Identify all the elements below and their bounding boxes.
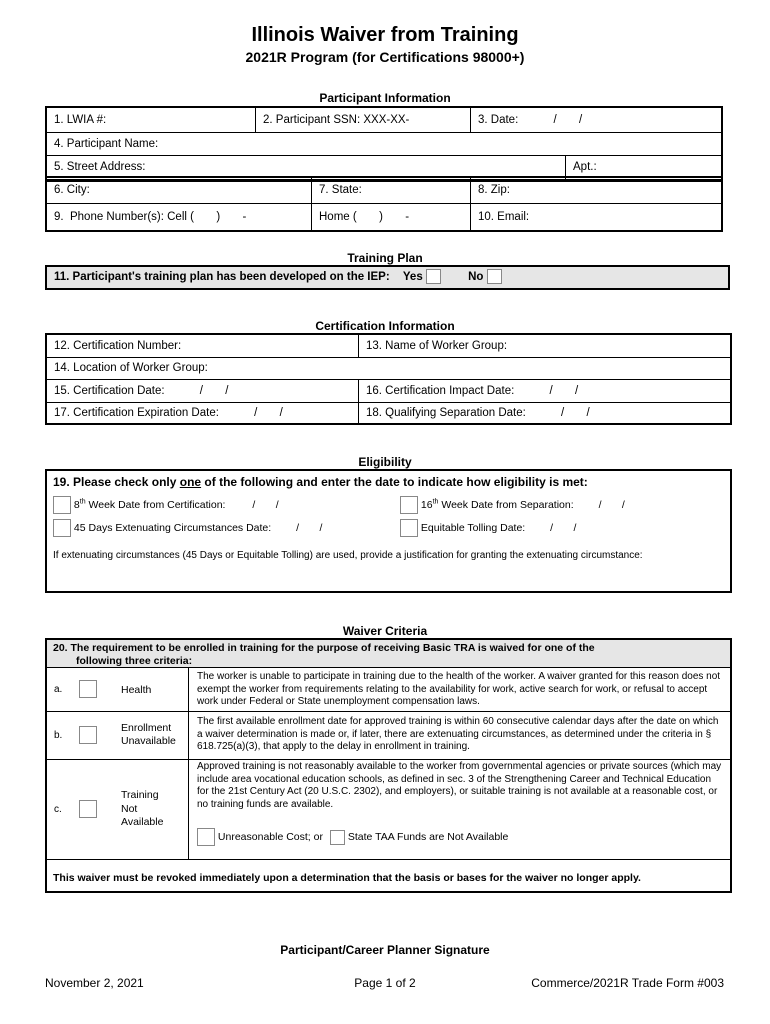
waiver-intro: 20. The requirement to be enrolled in training for the purpose of receiving Basic TRA is waived for one of the following three criteria: [47, 640, 730, 668]
cell-phone-field[interactable]: 9. Phone Number(s): Cell ( ) - [46, 203, 312, 231]
date-field[interactable]: 3. Date: / / [471, 107, 723, 132]
street-address-field[interactable]: 5. Street Address: [54, 160, 146, 173]
waiver-row-training-not-available [47, 760, 730, 860]
option-equitable-tolling: Equitable Tolling Date: / / [400, 519, 576, 537]
ssn-field[interactable]: 2. Participant SSN: XXX-XX- [256, 107, 471, 132]
form-subtitle: 2021R Program (for Certifications 98000+) [245, 49, 525, 65]
participant-heading: Participant Information [319, 91, 451, 105]
lwia-field[interactable]: 1. LWIA #: [46, 107, 256, 132]
participant-table-bottom [45, 176, 723, 232]
separation-date-field[interactable]: 18. Qualifying Separation Date: / / [359, 402, 732, 424]
certification-table [45, 333, 732, 425]
participant-table [45, 106, 723, 182]
certification-date-field[interactable]: 15. Certification Date: / / [46, 379, 359, 402]
option-45-days: 45 Days Extenuating Circumstances Date: / / [53, 519, 322, 537]
yes-label: Yes [402, 271, 423, 283]
training-not-available-checkbox[interactable] [79, 800, 97, 818]
enrollment-letter: b. [54, 730, 63, 741]
footer-page-number: Page 1 of 2 [354, 976, 416, 990]
no-label: No [468, 271, 484, 283]
apt-field[interactable]: Apt.: [565, 156, 721, 179]
health-label: Health [121, 684, 152, 696]
eligibility-heading: Eligibility [358, 455, 412, 469]
option-45-days-checkbox[interactable] [53, 519, 71, 537]
expiration-date-field[interactable]: 17. Certification Expiration Date: / / [46, 402, 359, 424]
impact-date-field[interactable]: 16. Certification Impact Date: / / [359, 379, 732, 402]
option-16th-week: 16th Week Date from Separation: / / [400, 496, 625, 514]
training-label: Training Not Available [121, 789, 164, 828]
revocation-notice: This waiver must be revoked immediately upon a determination that the basis or bases for the waiver no longer apply. [53, 872, 641, 884]
footer-date: November 2, 2021 [45, 976, 144, 990]
health-description: The worker is unable to participate in training due to the health of the worker. A waiver granted for this reason does not exempt the worker from requirements relating to the availability for work, active search for work, or refusal to accept work under Federal or State unemployment compensation laws. [197, 671, 721, 707]
state-field[interactable]: 7. State: [312, 177, 471, 203]
taa-funds-checkbox[interactable] [330, 830, 345, 845]
waiver-row-enrollment [47, 712, 730, 760]
enrollment-checkbox[interactable] [79, 726, 97, 744]
option-8th-week-checkbox[interactable] [53, 496, 71, 514]
signature-heading: Participant/Career Planner Signature [280, 943, 490, 957]
email-field[interactable]: 10. Email: [471, 203, 723, 231]
health-letter: a. [54, 684, 63, 695]
eligibility-box [45, 469, 732, 593]
waiver-heading: Waiver Criteria [342, 624, 428, 638]
training-plan-heading: Training Plan [347, 251, 423, 265]
taa-funds-option: State TAA Funds are Not Available [347, 830, 509, 843]
training-plan-row [45, 265, 730, 290]
city-field[interactable]: 6. City: [46, 177, 312, 203]
training-description: Approved training is not reasonably available to the worker from governmental agencies or private sources (which may include area vocational education schools, as defined in sec. 3 of the Strengthening Career and Technical Education for the 21st Century Act (20 U.S.C. 2302), and employers), or suitable training is not available at a reasonable cost, or no training funds are available. [197, 761, 722, 810]
certification-number-field[interactable]: 12. Certification Number: [46, 334, 359, 357]
training-plan-question: 11. Participant's training plan has been developed on the IEP: [54, 271, 390, 283]
enrollment-label: Enrollment Unavailable [121, 722, 176, 747]
training-letter: c. [54, 804, 62, 815]
participant-name-field[interactable]: 4. Participant Name: [46, 132, 722, 155]
option-16th-week-checkbox[interactable] [400, 496, 418, 514]
justification-input[interactable] [53, 565, 723, 587]
form-title: Illinois Waiver from Training [251, 24, 519, 46]
yes-checkbox[interactable] [426, 269, 441, 284]
option-8th-week: 8th Week Date from Certification: / / [53, 496, 279, 514]
enrollment-description: The first available enrollment date for approved training is within 60 consecutive calendar days after the date on which a waiver determination is made or, if later, there are extenuating circumstances, as determined under the criteria in § 618.725(a)(3), that apply to the delay in enrollment in training. [197, 716, 719, 752]
waiver-row-health [47, 668, 730, 712]
option-equitable-tolling-checkbox[interactable] [400, 519, 418, 537]
worker-group-location-field[interactable]: 14. Location of Worker Group: [46, 357, 731, 379]
health-checkbox[interactable] [79, 680, 97, 698]
no-checkbox[interactable] [487, 269, 502, 284]
justification-prompt: If extenuating circumstances (45 Days or Equitable Tolling) are used, provide a justification for granting the extenuating circumstance: [53, 550, 643, 561]
zip-field[interactable]: 8. Zip: [471, 177, 723, 203]
home-phone-field[interactable]: Home ( ) - [312, 203, 471, 231]
waiver-box [45, 638, 732, 893]
unreasonable-cost-checkbox[interactable] [197, 828, 215, 846]
footer-form-id: Commerce/2021R Trade Form #003 [531, 976, 724, 990]
certification-heading: Certification Information [315, 319, 455, 333]
eligibility-instruction: 19. Please check only one of the following and enter the date to indicate how eligibility is met: [53, 475, 588, 489]
unreasonable-cost-option: Unreasonable Cost; or State TAA Funds are Not Available [197, 828, 508, 846]
worker-group-name-field[interactable]: 13. Name of Worker Group: [359, 334, 732, 357]
